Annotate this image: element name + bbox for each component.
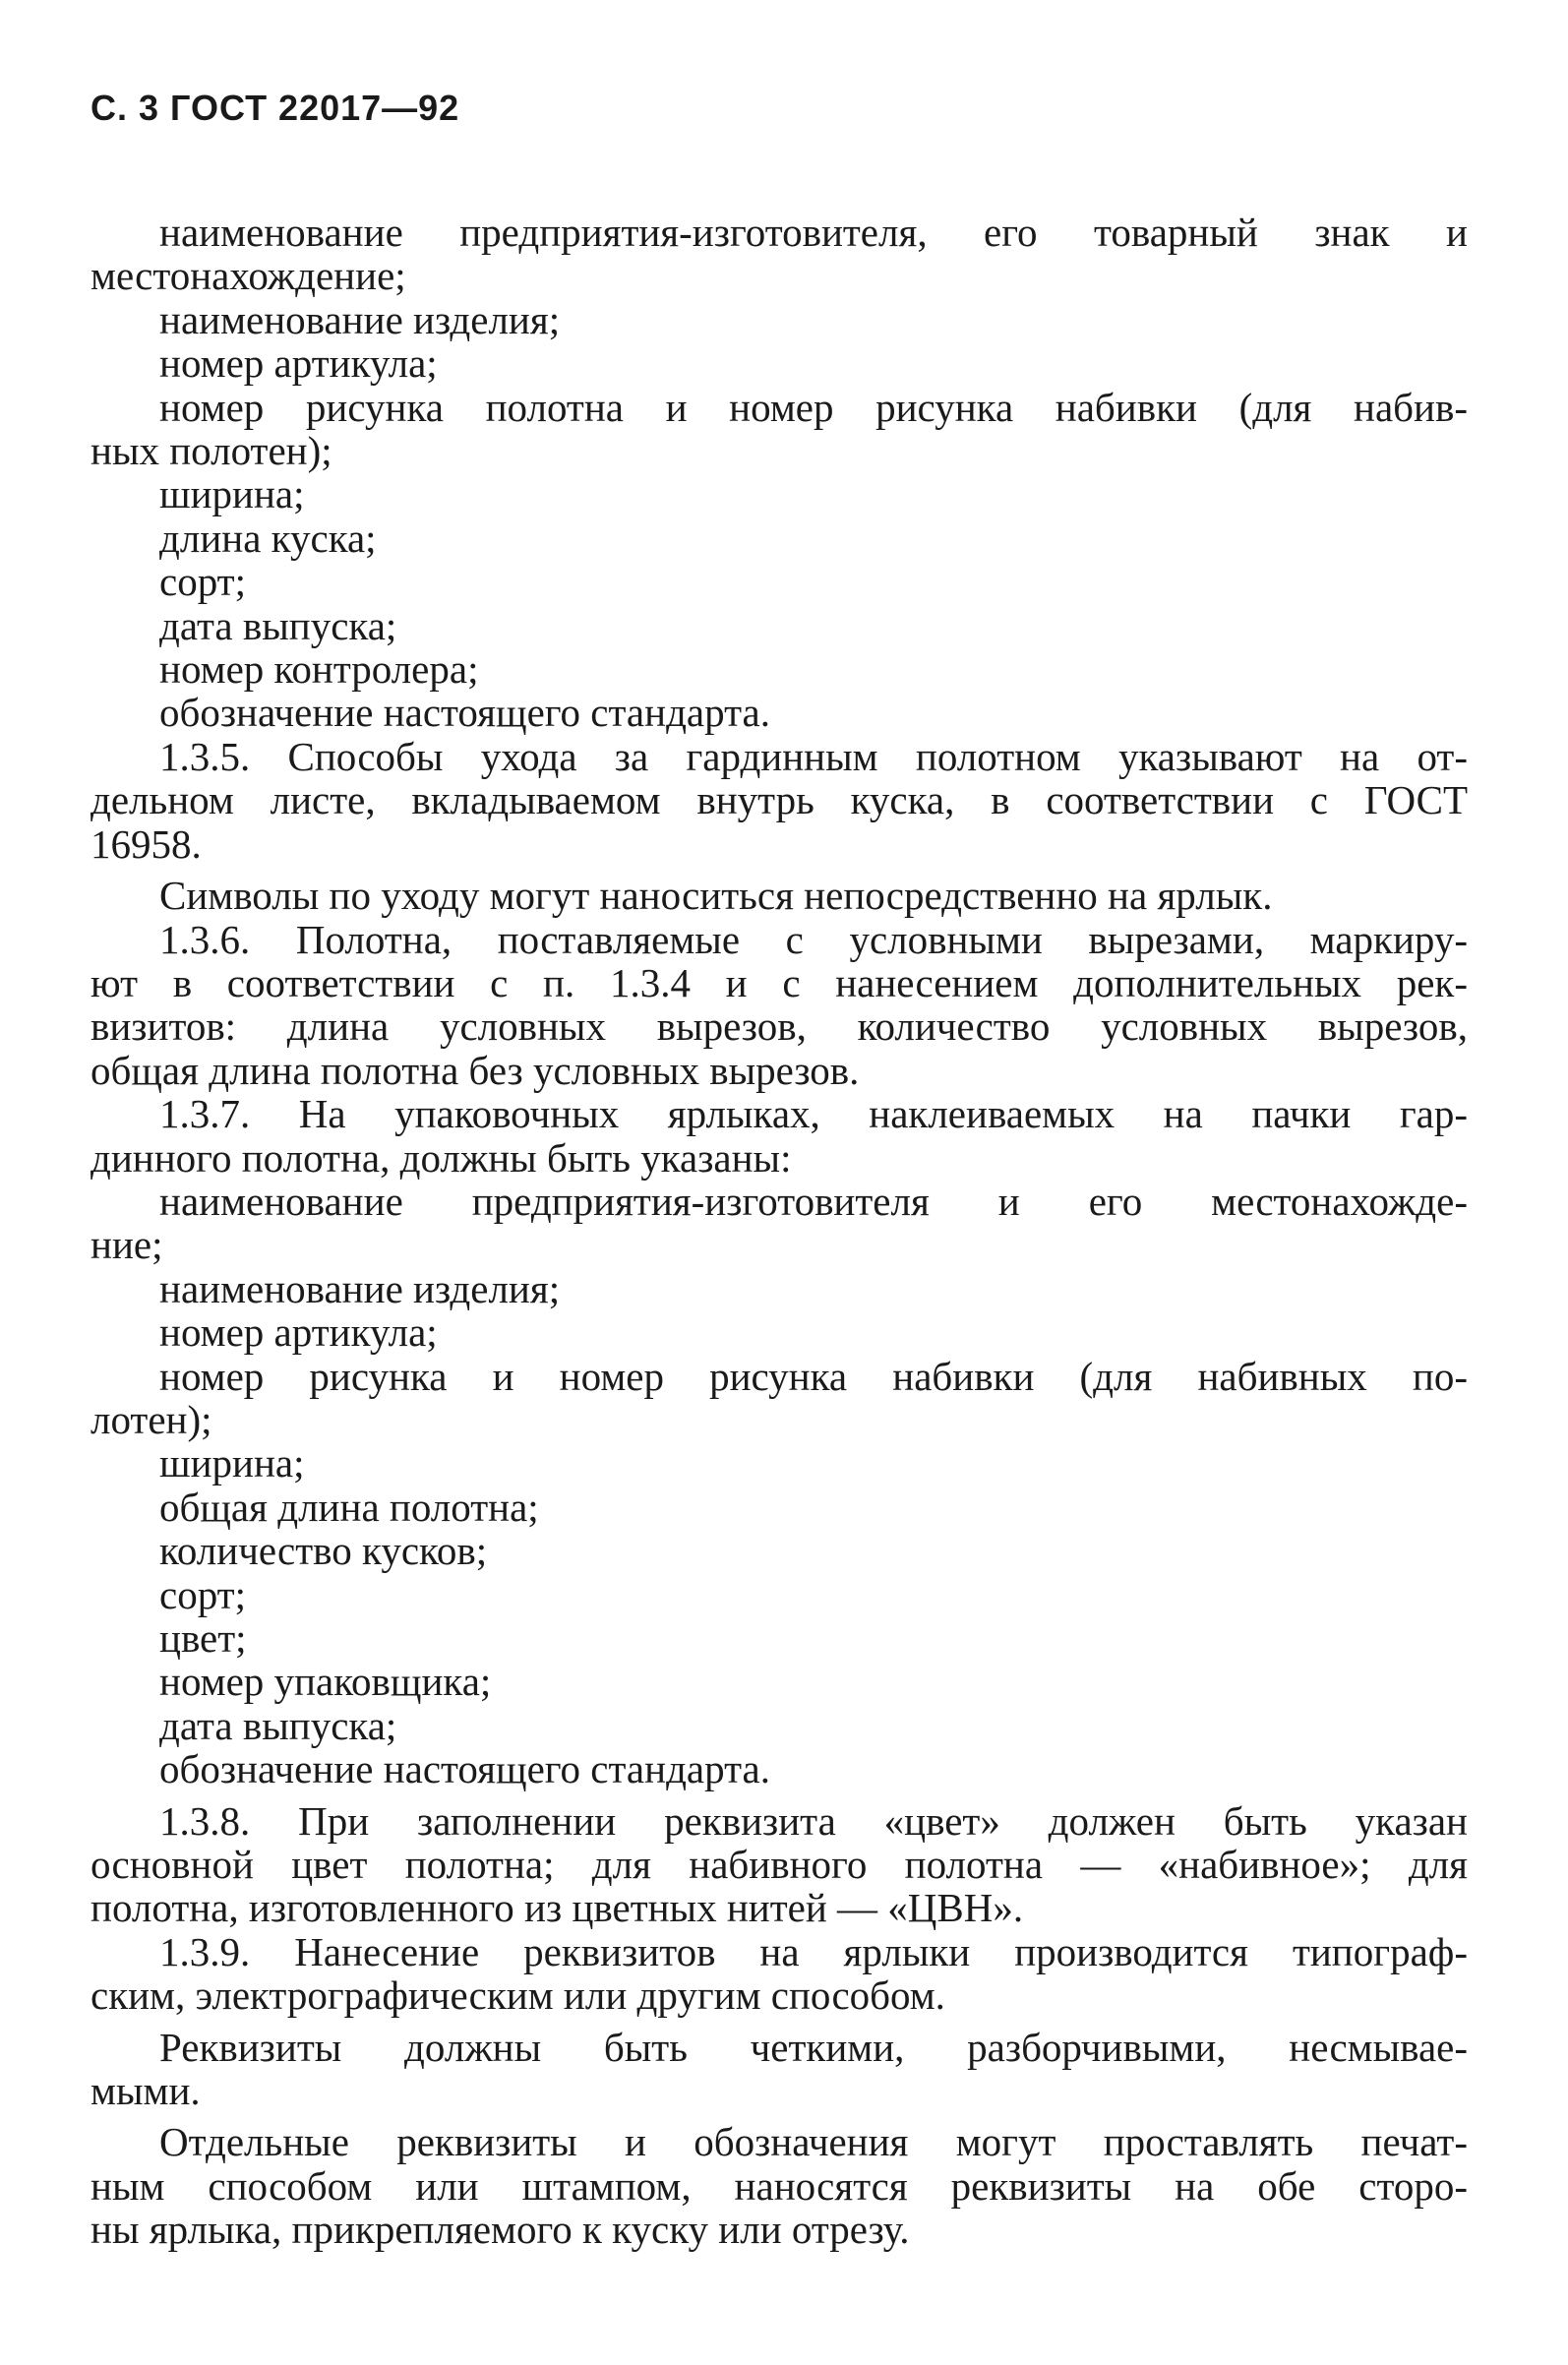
text-line: ние; xyxy=(90,1222,163,1268)
text-line: ширина; xyxy=(159,471,305,517)
text-line: обозначение настоящего стандарта. xyxy=(159,1746,770,1792)
document-body xyxy=(90,211,1468,2252)
text-line: Реквизиты должны быть четкими, разборчивыми, несмывае- xyxy=(159,2024,1468,2070)
text-line: номер артикула; xyxy=(159,340,438,387)
text-line: основной цвет полотна; для набивного полотна — «набивное»; для xyxy=(90,1842,1468,1888)
text-line: местонахождение; xyxy=(90,253,406,299)
text-line: дата выпуска; xyxy=(159,1702,397,1748)
text-line: полотна, изготовленного из цветных нитей — «ЦВН». xyxy=(90,1885,1024,1931)
page-header: С. 3 ГОСТ 22017—92 xyxy=(90,88,460,128)
text-line: обозначение настоящего стандарта. xyxy=(159,690,770,736)
text-line: 1.3.6. Полотна, поставляемые с условными вырезами, маркиру- xyxy=(159,916,1468,962)
text-line: визитов: длина условных вырезов, количество условных вырезов, xyxy=(90,1003,1468,1050)
text-line: 1.3.5. Способы ухода за гардинным полотном указывают на от- xyxy=(159,733,1468,779)
text-line: номер рисунка и номер рисунка набивки (для набивных по- xyxy=(159,1353,1468,1399)
text-line: сорт; xyxy=(159,559,246,605)
text-line: 1.3.8. При заполнении реквизита «цвет» должен быть указан xyxy=(159,1797,1468,1844)
text-line: динного полотна, должны быть указаны: xyxy=(90,1134,792,1181)
text-line: количество кусков; xyxy=(159,1528,488,1574)
text-line: Отдельные реквизиты и обозначения могут проставлять печат- xyxy=(159,2119,1468,2165)
text-line: ны ярлыка, прикрепляемого к куску или отрезу. xyxy=(90,2207,910,2253)
text-line: 1.3.7. На упаковочных ярлыках, наклеиваемых на пачки гар- xyxy=(159,1091,1468,1137)
text-line: ных полотен); xyxy=(90,428,332,474)
text-line: общая длина полотна без условных вырезов. xyxy=(90,1047,860,1093)
text-line: ским, электрографическим или другим способом. xyxy=(90,1972,945,2019)
text-line: мыми. xyxy=(90,2068,201,2114)
text-line: номер рисунка полотна и номер рисунка набивки (для набив- xyxy=(159,384,1468,430)
text-line: дельном листе, вкладываемом внутрь куска, в соответствии с ГОСТ xyxy=(90,777,1468,823)
text-line: лотен); xyxy=(90,1396,212,1442)
text-line: наименование изделия; xyxy=(159,1265,561,1311)
text-line: ширина; xyxy=(159,1440,305,1486)
text-line: дата выпуска; xyxy=(159,602,397,648)
document-page xyxy=(90,79,1468,2252)
text-line: ют в соответствии с п. 1.3.4 и с нанесением дополнительных рек- xyxy=(90,959,1468,1005)
text-line: ным способом или штампом, наносятся реквизиты на обе сторо- xyxy=(90,2162,1468,2209)
text-line: сорт; xyxy=(159,1571,246,1617)
text-line: 16958. xyxy=(90,820,202,867)
text-line: номер контролера; xyxy=(159,646,479,693)
text-line: номер артикула; xyxy=(159,1309,438,1356)
text-line: 1.3.9. Нанесение реквизитов на ярлыки производится типограф- xyxy=(159,1928,1468,1974)
text-line: Символы по уходу могут наноситься непосредственно на ярлык. xyxy=(159,873,1273,919)
text-line: наименование предприятия-изготовителя, его товарный знак и xyxy=(159,210,1468,255)
text-line: общая длина полотна; xyxy=(159,1484,539,1530)
text-line: наименование изделия; xyxy=(159,296,561,342)
text-line: цвет; xyxy=(159,1615,247,1661)
text-line: наименование предприятия-изготовителя и его местонахожде- xyxy=(159,1178,1468,1224)
text-line: длина куска; xyxy=(159,515,377,561)
text-line: номер упаковщика; xyxy=(159,1659,492,1705)
